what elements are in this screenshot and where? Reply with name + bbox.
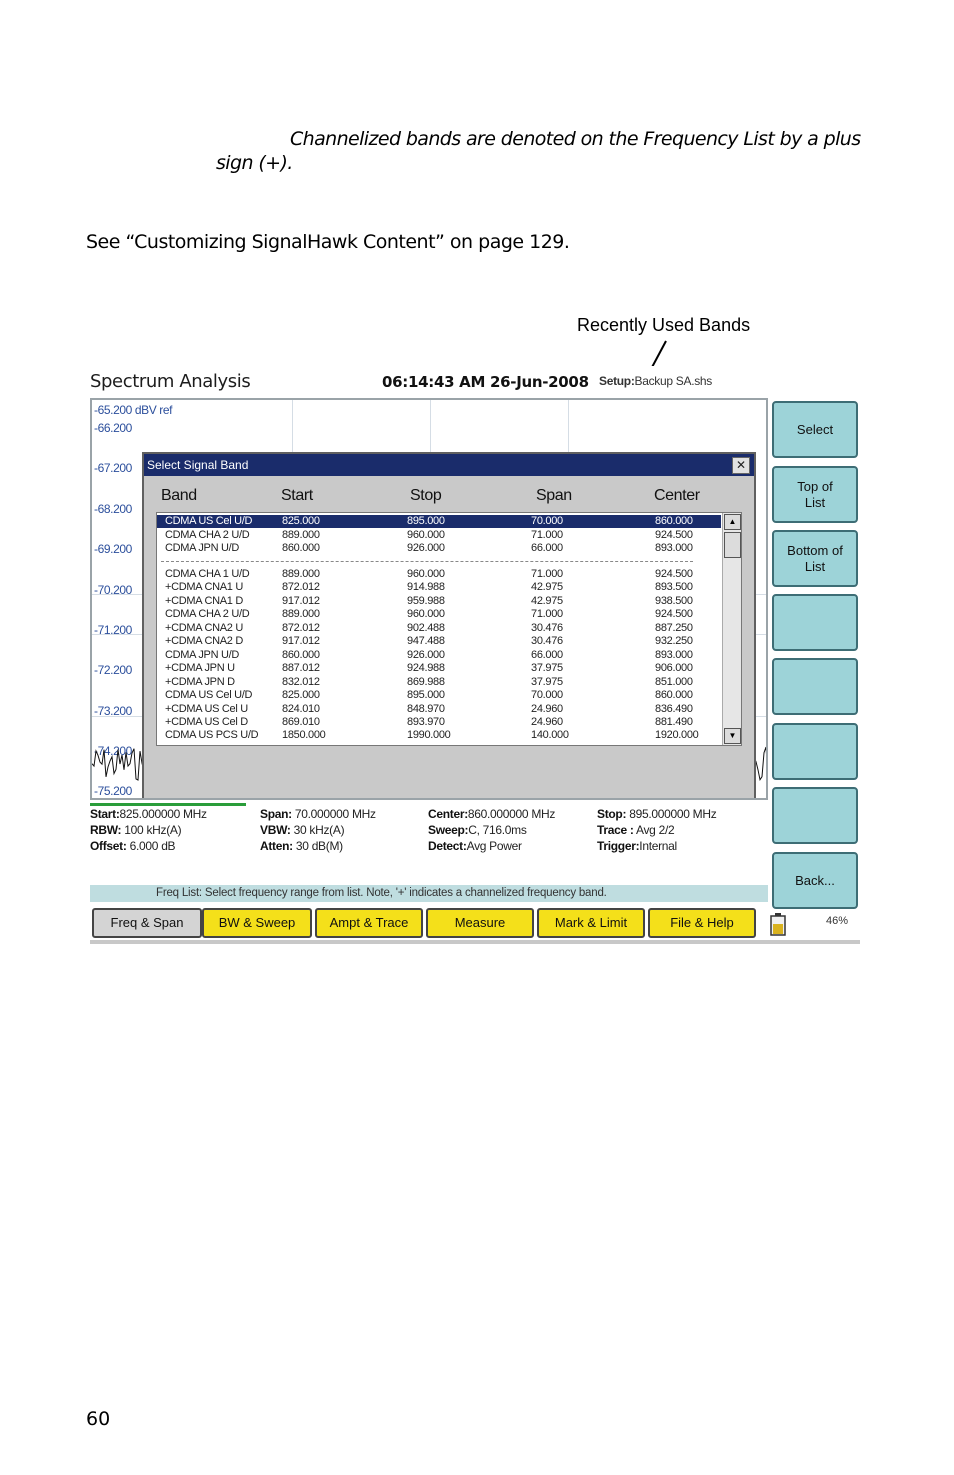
band-row[interactable] <box>157 568 721 581</box>
band-row[interactable] <box>157 595 721 608</box>
band-row[interactable] <box>157 635 721 648</box>
cell-stop: 947.488 <box>407 635 445 648</box>
cell-center: 893.500 <box>655 581 693 594</box>
cell-center: 851.000 <box>655 675 693 688</box>
cell-start: 860.000 <box>282 648 320 661</box>
cell-band: CDMA CHA 2 U/D <box>165 608 250 621</box>
cell-start: 872.012 <box>282 621 320 634</box>
cell-band: +CDMA CNA2 D <box>165 635 244 648</box>
cell-stop: 960.000 <box>407 608 445 621</box>
cell-span: 70.000 <box>531 515 563 527</box>
cell-stop: 895.000 <box>407 689 445 702</box>
setup-info <box>599 374 712 388</box>
cell-center: 932.250 <box>655 635 693 648</box>
dialog-title: Select Signal Band <box>144 454 754 476</box>
vbw-label: VBW: <box>260 823 291 837</box>
softkey-label: Back... <box>795 872 835 888</box>
band-row[interactable] <box>157 622 721 635</box>
cell-start: 917.012 <box>282 594 320 607</box>
band-row[interactable] <box>157 729 721 742</box>
cell-center: 893.000 <box>655 648 693 661</box>
trigger-label: Trigger: <box>597 839 640 853</box>
recent-band-row[interactable] <box>157 529 721 542</box>
cell-center: 1920.000 <box>655 729 699 742</box>
cell-band: +CDMA CNA2 U <box>165 621 244 634</box>
atten-label: Atten: <box>260 839 293 853</box>
cell-stop: 926.000 <box>407 648 445 661</box>
cell-start: 869.010 <box>282 715 320 728</box>
band-row[interactable] <box>157 662 721 675</box>
cell-stop: 959.988 <box>407 594 445 607</box>
band-row[interactable] <box>157 716 721 729</box>
y-label-2: -67.200 <box>94 461 132 475</box>
detect-label: Detect: <box>428 839 467 853</box>
cell-stop: 902.488 <box>407 621 445 634</box>
cell-band: CDMA CHA 1 U/D <box>165 568 250 580</box>
cell-span: 70.000 <box>531 689 563 702</box>
band-row[interactable] <box>157 581 721 594</box>
spectrum-plot[interactable] <box>90 398 768 800</box>
cell-band: CDMA US Cel U/D <box>165 689 253 702</box>
band-row[interactable] <box>157 689 721 702</box>
cell-stop: 1990.000 <box>407 729 451 742</box>
sweep-value: C, 716.0ms <box>468 823 527 837</box>
band-row[interactable] <box>157 608 721 621</box>
vbw-value: 30 kHz(A) <box>293 823 345 837</box>
softkey-label: Select <box>796 421 834 437</box>
cell-center: 881.490 <box>655 715 693 728</box>
cell-center: 924.500 <box>655 568 693 580</box>
softkey-8[interactable] <box>772 852 858 909</box>
softkey-2[interactable] <box>772 466 858 523</box>
cell-span: 37.975 <box>531 675 563 688</box>
header-center[interactable]: Center <box>654 487 700 504</box>
cell-start: 889.000 <box>282 608 320 621</box>
softkey-label: Bottom of List <box>787 542 843 574</box>
header-start[interactable]: Start <box>281 487 313 504</box>
rbw-value: 100 kHz(A) <box>124 823 182 837</box>
cell-span: 30.476 <box>531 621 563 634</box>
recent-separator <box>161 561 693 562</box>
recent-band-row[interactable] <box>157 542 721 555</box>
scroll-thumb[interactable] <box>724 532 741 558</box>
cell-stop: 895.000 <box>407 515 445 527</box>
cell-span: 66.000 <box>531 542 563 554</box>
start-value: 825.000000 MHz <box>119 807 207 821</box>
app-title: Spectrum Analysis <box>90 371 251 392</box>
cell-stop: 893.970 <box>407 715 445 728</box>
center-value: 860.000000 MHz <box>467 807 556 821</box>
softkey-6[interactable] <box>772 723 858 780</box>
cell-span: 30.476 <box>531 635 563 648</box>
message-bar: Freq List: Select frequency range from list. Note, '+' indicates a channelized frequency band. <box>90 885 768 902</box>
cell-start: 860.000 <box>282 542 320 554</box>
cell-span: 71.000 <box>531 608 563 621</box>
device-screenshot <box>88 366 861 946</box>
setup-label: Setup: <box>599 374 635 388</box>
cell-start: 832.012 <box>282 675 320 688</box>
cell-stop: 914.988 <box>407 581 445 594</box>
softkey-3[interactable] <box>772 530 858 587</box>
cell-stop: 960.000 <box>407 568 445 580</box>
tab-bw-sweep[interactable]: BW & Sweep <box>202 908 312 938</box>
cell-band: +CDMA US Cel U <box>165 702 248 715</box>
cell-span: 71.000 <box>531 528 563 541</box>
cell-span: 24.960 <box>531 715 563 728</box>
cell-band: +CDMA CNA1 U <box>165 581 244 594</box>
cell-center: 906.000 <box>655 662 693 675</box>
cell-center: 887.250 <box>655 621 693 634</box>
cell-start: 825.000 <box>282 689 320 702</box>
stop-value: 895.000000 MHz <box>629 807 717 821</box>
y-label-9: -74.200 <box>94 744 132 758</box>
see-also-text: See “Customizing SignalHawk Content” on page 129. <box>86 231 570 253</box>
cell-center: 924.500 <box>655 528 693 541</box>
cell-stop: 869.988 <box>407 675 445 688</box>
marker-bar <box>90 803 246 806</box>
band-row[interactable] <box>157 676 721 689</box>
tab-measure[interactable]: Measure <box>426 908 534 938</box>
cell-span: 24.960 <box>531 702 563 715</box>
cell-start: 1850.000 <box>282 729 326 742</box>
scroll-down-icon[interactable]: ▼ <box>724 728 741 744</box>
y-label-3: -68.200 <box>94 502 132 516</box>
cell-start: 889.000 <box>282 528 320 541</box>
cell-center: 836.490 <box>655 702 693 715</box>
recent-band-row[interactable] <box>157 515 721 528</box>
cell-stop: 924.988 <box>407 662 445 675</box>
y-label-8: -73.200 <box>94 704 132 718</box>
cell-span: 71.000 <box>531 568 563 580</box>
cell-center: 860.000 <box>655 689 693 702</box>
softkey-1[interactable] <box>772 401 858 458</box>
note-text: Channelized bands are denoted on the Frequency List by a plus <box>290 128 861 150</box>
cell-center: 893.000 <box>655 542 693 554</box>
cell-band: +CDMA JPN D <box>165 675 235 688</box>
cell-center: 924.500 <box>655 608 693 621</box>
close-icon[interactable]: ✕ <box>732 457 750 474</box>
callout-label: Recently Used Bands <box>577 315 751 335</box>
cell-band: CDMA JPN U/D <box>165 542 240 554</box>
tab-freq-span[interactable]: Freq & Span <box>92 908 202 938</box>
scroll-up-icon[interactable]: ▲ <box>724 514 741 530</box>
cell-span: 66.000 <box>531 648 563 661</box>
y-label-0: -65.200 dBV ref <box>94 403 173 417</box>
cell-center: 860.000 <box>655 515 693 527</box>
cell-stop: 926.000 <box>407 542 445 554</box>
sweep-label: Sweep: <box>428 823 469 837</box>
offset-value: 6.000 dB <box>129 839 176 853</box>
stop-label: Stop: <box>597 807 627 821</box>
start-label: Start: <box>90 807 120 821</box>
cell-start: 824.010 <box>282 702 320 715</box>
softkey-7[interactable] <box>772 787 858 844</box>
header-band[interactable]: Band <box>161 487 197 504</box>
cell-span: 42.975 <box>531 594 563 607</box>
page-number: 60 <box>86 1408 111 1430</box>
y-label-7: -72.200 <box>94 663 132 677</box>
cell-start: 889.000 <box>282 568 320 580</box>
cell-band: +CDMA CNA1 D <box>165 594 244 607</box>
softkey-label: Top of List <box>797 478 833 510</box>
battery-percent: 46% <box>826 915 849 927</box>
cell-band: +CDMA JPN U <box>165 662 235 675</box>
cell-start: 917.012 <box>282 635 320 648</box>
tab-file-help[interactable]: File & Help <box>648 908 756 938</box>
trace-label: Trace : <box>597 823 634 837</box>
cell-band: CDMA US PCS U/D <box>165 729 259 742</box>
tab-mark-limit[interactable]: Mark & Limit <box>537 908 645 938</box>
atten-value: 30 dB(M) <box>295 839 343 853</box>
cell-band: CDMA US Cel U/D <box>165 515 253 527</box>
offset-label: Offset: <box>90 839 127 853</box>
header-stop[interactable]: Stop <box>410 487 442 504</box>
cell-center: 938.500 <box>655 594 693 607</box>
band-list[interactable] <box>156 512 742 746</box>
y-label-10: -75.200 <box>94 784 132 798</box>
cell-start: 872.012 <box>282 581 320 594</box>
center-label: Center: <box>428 807 468 821</box>
trigger-value: Internal <box>639 839 677 853</box>
trace-value: Avg 2/2 <box>635 823 675 837</box>
softkey-4[interactable] <box>772 594 858 651</box>
cell-start: 825.000 <box>282 515 320 527</box>
cell-stop: 960.000 <box>407 528 445 541</box>
cell-start: 887.012 <box>282 662 320 675</box>
softkey-5[interactable] <box>772 658 858 715</box>
cell-stop: 848.970 <box>407 702 445 715</box>
cell-span: 140.000 <box>531 729 569 742</box>
select-signal-band-dialog <box>142 452 756 800</box>
cell-span: 37.975 <box>531 662 563 675</box>
detect-value: Avg Power <box>466 839 522 853</box>
y-label-5: -70.200 <box>94 583 132 597</box>
setup-value: Backup SA.shs <box>634 374 713 388</box>
y-label-1: -66.200 <box>94 421 132 435</box>
rbw-label: RBW: <box>90 823 122 837</box>
cell-band: +CDMA US Cel D <box>165 715 248 728</box>
list-scrollbar[interactable] <box>722 513 741 745</box>
y-label-4: -69.200 <box>94 542 132 556</box>
y-label-6: -71.200 <box>94 623 132 637</box>
cell-band: CDMA CHA 2 U/D <box>165 528 250 541</box>
cell-band: CDMA JPN U/D <box>165 648 240 661</box>
span-label: Span: <box>260 807 292 821</box>
battery-icon <box>769 912 787 936</box>
tab-ampt-trace[interactable]: Ampt & Trace <box>315 908 423 938</box>
note-text-continued: sign (+). <box>216 152 293 174</box>
cell-span: 42.975 <box>531 581 563 594</box>
band-row[interactable] <box>157 649 721 662</box>
bottom-border <box>90 940 860 944</box>
header-span[interactable]: Span <box>536 487 572 504</box>
band-row[interactable] <box>157 703 721 716</box>
span-value: 70.000000 MHz <box>294 807 376 821</box>
clock: 06:14:43 AM 26-Jun-2008 <box>382 373 589 391</box>
